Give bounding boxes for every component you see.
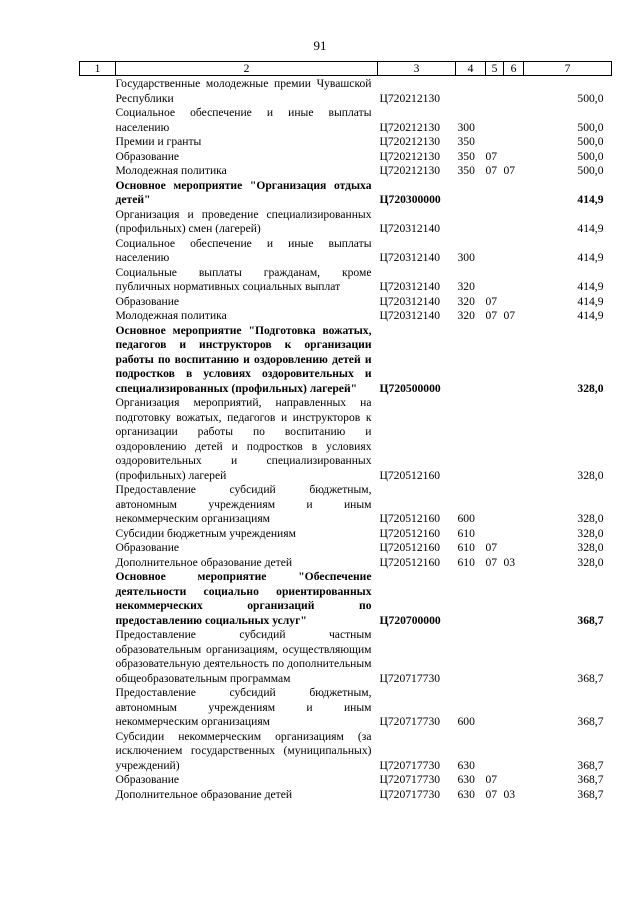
cell-section (486, 396, 504, 483)
cell-name: Организация и проведение специализированных (профильных) смен (лагерей) (115, 207, 372, 235)
cell-expense-type (456, 208, 486, 237)
cell-section (486, 686, 504, 730)
cell-section: 07 (485, 773, 498, 786)
cell-section: 07 (485, 787, 498, 801)
cell-amount: 328,0 (577, 512, 604, 525)
cell-amount: 414,9 (577, 309, 604, 322)
cell-name: Образование (115, 773, 180, 786)
cell-subsection (504, 150, 524, 165)
cell-amount: 414,9 (577, 222, 604, 235)
table-row (80, 483, 612, 527)
table-row (80, 556, 612, 571)
cell-section (486, 730, 504, 774)
cell-target-code: Ц720512160 (379, 555, 441, 569)
table-row (80, 730, 612, 774)
cell-name: Премии и гранты (115, 135, 202, 148)
cell-amount: 368,7 (577, 671, 604, 685)
cell-expense-type (456, 179, 486, 208)
cell-expense-type: 320 (457, 280, 475, 293)
table-row (80, 76, 612, 107)
table-row (80, 237, 612, 266)
table-header-row (80, 62, 612, 76)
table-row (80, 179, 612, 208)
cell-amount: 414,9 (577, 280, 604, 293)
cell-section: 07 (485, 164, 498, 177)
cell-name: Молодежная политика (115, 164, 227, 177)
cell-name: Основное мероприятие "Подготовка вожатых, педагогов и инструкторов к организации работы по воспитанию и оздоровлению детей и подростков в условиях оздоровительных и специализированных (профильных) лагерей" (115, 323, 372, 395)
cell-number (80, 483, 116, 527)
cell-number (80, 237, 116, 266)
cell-expense-type (456, 628, 486, 686)
table-row (80, 208, 612, 237)
cell-number (80, 309, 116, 324)
column-header-2: 2 (116, 62, 378, 76)
cell-name: Дополнительное образование детей (115, 787, 293, 801)
cell-expense-type: 300 (457, 251, 475, 264)
cell-amount: 500,0 (577, 164, 604, 177)
cell-target-code: Ц720312140 (379, 222, 441, 235)
cell-section (486, 527, 504, 542)
cell-target-code: Ц720717730 (379, 787, 441, 801)
cell-target-code: Ц720700000 (379, 613, 441, 627)
table-row (80, 309, 612, 324)
cell-expense-type: 350 (457, 164, 475, 177)
budget-table (79, 61, 612, 802)
cell-expense-type: 320 (457, 294, 475, 308)
cell-subsection (504, 483, 524, 527)
table-row (80, 106, 612, 135)
cell-target-code: Ц720512160 (379, 526, 441, 540)
cell-number (80, 527, 116, 542)
column-header-1: 1 (80, 62, 116, 76)
cell-subsection (504, 686, 524, 730)
cell-amount: 500,0 (577, 91, 604, 105)
cell-section (486, 324, 504, 397)
cell-name: Социальное обеспечение и иные выплаты населению (115, 106, 372, 134)
cell-section (486, 179, 504, 208)
cell-section (486, 570, 504, 628)
cell-number (80, 106, 116, 135)
cell-subsection (504, 324, 524, 397)
column-header-5: 5 (486, 62, 504, 76)
cell-amount: 500,0 (577, 135, 604, 148)
cell-name: Предоставление субсидий частным образовательным организациям, осуществляющим образовательную деятельность по дополнительным общеобразовательным программам (115, 628, 372, 685)
cell-number (80, 730, 116, 774)
cell-section: 07 (485, 309, 498, 322)
cell-expense-type: 610 (457, 526, 475, 540)
cell-target-code: Ц720212130 (379, 164, 441, 177)
cell-name: Предоставление субсидий бюджетным, автономным учреждениям и иным некоммерческим организациям (115, 686, 372, 728)
table-row (80, 686, 612, 730)
cell-number (80, 164, 116, 179)
cell-amount: 328,0 (577, 526, 604, 540)
cell-number (80, 773, 116, 788)
cell-number (80, 324, 116, 397)
cell-target-code: Ц720212130 (379, 149, 441, 163)
cell-target-code: Ц720212130 (379, 135, 441, 148)
cell-target-code: Ц720717730 (379, 758, 441, 772)
cell-subsection: 07 (503, 164, 516, 177)
cell-subsection: 03 (503, 555, 516, 569)
cell-number (80, 556, 116, 571)
cell-name: Основное мероприятие "Организация отдыха детей" (115, 178, 372, 206)
cell-target-code: Ц720212130 (379, 120, 441, 134)
cell-expense-type: 320 (457, 309, 475, 322)
cell-section: 07 (485, 555, 498, 569)
cell-expense-type (456, 570, 486, 628)
table-row (80, 527, 612, 542)
cell-name: Государственные молодежные премии Чувашской Республики (115, 77, 372, 105)
table-row (80, 541, 612, 556)
cell-number (80, 570, 116, 628)
cell-number (80, 266, 116, 295)
cell-subsection (504, 106, 524, 135)
table-row (80, 570, 612, 628)
cell-subsection (504, 295, 524, 310)
cell-target-code: Ц720312140 (379, 280, 441, 293)
cell-target-code: Ц720512160 (379, 512, 441, 525)
cell-subsection (504, 570, 524, 628)
column-header-4: 4 (456, 62, 486, 76)
cell-amount: 414,9 (577, 251, 604, 264)
cell-number (80, 541, 116, 556)
cell-name: Дополнительное образование детей (115, 555, 293, 569)
cell-expense-type: 630 (457, 773, 475, 786)
cell-amount: 414,9 (577, 294, 604, 308)
cell-target-code: Ц720717730 (379, 671, 441, 685)
cell-amount: 328,0 (577, 381, 604, 395)
cell-expense-type: 630 (457, 787, 475, 801)
cell-expense-type: 630 (457, 758, 475, 772)
cell-subsection: 03 (503, 787, 516, 801)
cell-expense-type (456, 324, 486, 397)
cell-section (486, 208, 504, 237)
cell-section: 07 (485, 541, 498, 554)
cell-section (486, 483, 504, 527)
cell-section (486, 266, 504, 295)
cell-subsection (504, 179, 524, 208)
cell-target-code: Ц720512160 (379, 468, 441, 482)
cell-section (486, 135, 504, 150)
table-row (80, 135, 612, 150)
cell-number (80, 208, 116, 237)
cell-target-code: Ц720500000 (379, 381, 441, 395)
column-header-6: 6 (504, 62, 524, 76)
table-row (80, 295, 612, 310)
cell-name: Социальное обеспечение и иные выплаты населению (115, 236, 372, 264)
cell-name: Молодежная политика (115, 309, 227, 322)
cell-name: Субсидии некоммерческим организациям (за исключением государственных (муниципальных) учреждений) (115, 729, 372, 772)
cell-target-code: Ц720312140 (379, 294, 441, 308)
cell-subsection (504, 76, 524, 107)
table-row (80, 150, 612, 165)
cell-target-code: Ц720512160 (379, 541, 441, 554)
cell-name: Предоставление субсидий бюджетным, автономным учреждениям и иным некоммерческим организациям (115, 483, 372, 525)
column-header-7: 7 (524, 62, 612, 76)
cell-name: Социальные выплаты гражданам, кроме публичных нормативных социальных выплат (115, 265, 372, 293)
cell-target-code: Ц720312140 (379, 251, 441, 264)
cell-name: Основное мероприятие "Обеспечение деятельности социально ориентированных некоммерческих организаций по предоставлению социальных услуг" (115, 570, 372, 627)
cell-number (80, 179, 116, 208)
table-row (80, 164, 612, 179)
cell-expense-type: 600 (457, 512, 475, 525)
cell-section (486, 76, 504, 107)
cell-subsection (504, 266, 524, 295)
cell-expense-type (456, 76, 486, 107)
cell-number (80, 76, 116, 107)
cell-subsection: 07 (503, 309, 516, 322)
cell-amount: 368,7 (577, 715, 604, 728)
cell-subsection (504, 237, 524, 266)
table-row (80, 628, 612, 686)
cell-number (80, 135, 116, 150)
table-row (80, 324, 612, 397)
cell-number (80, 150, 116, 165)
cell-number (80, 295, 116, 310)
cell-amount: 500,0 (577, 149, 604, 163)
cell-amount: 368,7 (577, 613, 604, 627)
cell-subsection (504, 773, 524, 788)
page-number: 91 (313, 38, 327, 53)
cell-number (80, 396, 116, 483)
cell-subsection (504, 396, 524, 483)
cell-name: Образование (115, 149, 180, 163)
cell-amount: 368,7 (577, 758, 604, 772)
table-row (80, 773, 612, 788)
cell-target-code: Ц720300000 (379, 193, 441, 206)
cell-name: Образование (115, 541, 180, 554)
cell-expense-type: 600 (457, 715, 475, 728)
cell-target-code: Ц720212130 (379, 91, 441, 105)
cell-target-code: Ц720717730 (379, 773, 441, 786)
table-row (80, 396, 612, 483)
cell-expense-type: 610 (457, 541, 475, 554)
cell-subsection (504, 135, 524, 150)
cell-amount: 414,9 (577, 193, 604, 206)
table-row (80, 266, 612, 295)
cell-section: 07 (485, 149, 498, 163)
cell-amount: 368,7 (577, 787, 604, 801)
cell-section (486, 237, 504, 266)
cell-name: Образование (115, 294, 180, 308)
cell-number (80, 628, 116, 686)
cell-name: Организация мероприятий, направленных на подготовку вожатых, педагогов и инструкторов к организации работы по воспитанию и оздоровлению детей и подростков в условиях оздоровительных и специализированных (профильных) лагерей (115, 396, 372, 482)
cell-amount: 328,0 (577, 555, 604, 569)
cell-expense-type: 350 (457, 149, 475, 163)
cell-amount: 328,0 (577, 468, 604, 482)
cell-subsection (504, 541, 524, 556)
table-body (80, 76, 612, 803)
cell-section (486, 106, 504, 135)
cell-number (80, 686, 116, 730)
cell-target-code: Ц720312140 (379, 309, 441, 322)
cell-name: Субсидии бюджетным учреждениям (115, 526, 296, 540)
column-header-3: 3 (378, 62, 456, 76)
cell-expense-type: 350 (457, 135, 475, 148)
cell-amount: 328,0 (577, 541, 604, 554)
cell-subsection (504, 628, 524, 686)
cell-amount: 500,0 (577, 120, 604, 134)
cell-subsection (504, 527, 524, 542)
cell-expense-type: 610 (457, 555, 475, 569)
cell-subsection (504, 208, 524, 237)
table-row (80, 788, 612, 803)
cell-amount: 368,7 (577, 773, 604, 786)
cell-target-code: Ц720717730 (379, 715, 441, 728)
cell-section (486, 628, 504, 686)
cell-expense-type: 300 (457, 120, 475, 134)
cell-subsection (504, 730, 524, 774)
cell-number (80, 788, 116, 803)
cell-section: 07 (485, 294, 498, 308)
cell-expense-type (456, 396, 486, 483)
